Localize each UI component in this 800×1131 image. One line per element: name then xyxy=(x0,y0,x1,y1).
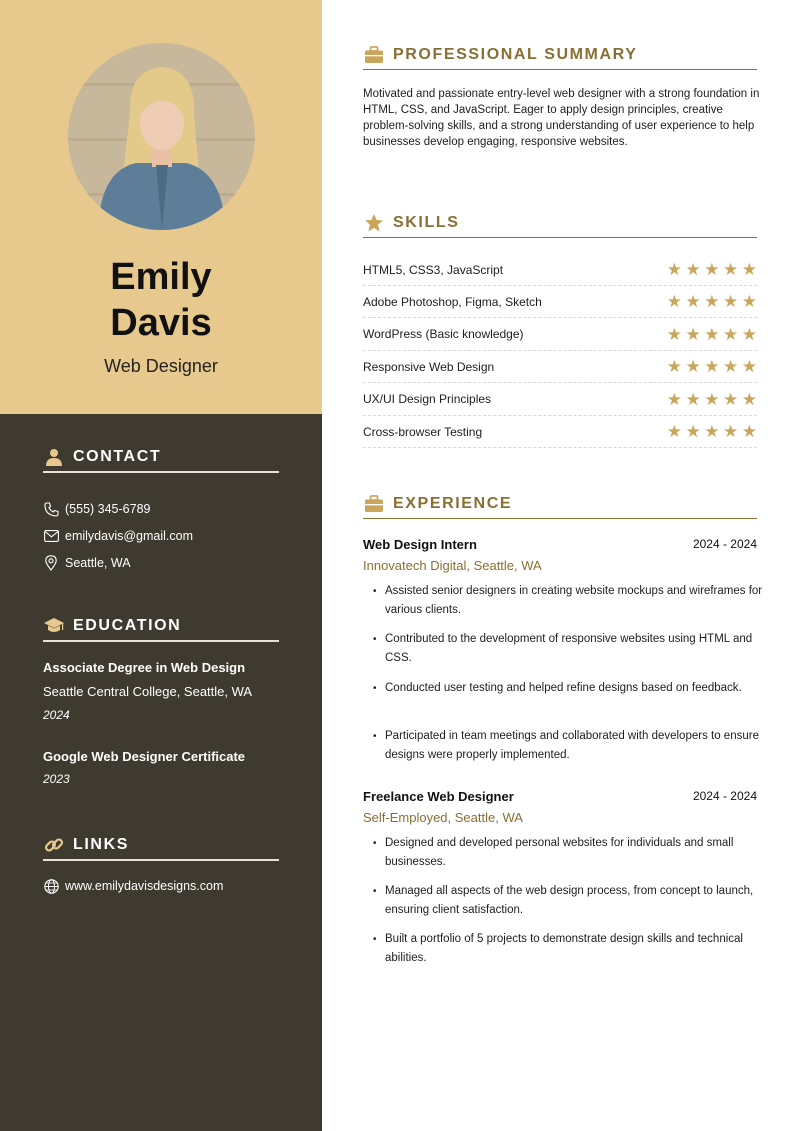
job-bullet: • Built a portfolio of 5 projects to demonstrate design skills and technical abilities. xyxy=(373,930,768,968)
star-icon: ★ xyxy=(741,260,757,279)
star-icon: ★ xyxy=(723,422,739,441)
education-certificate-title: Google Web Designer Certificate xyxy=(43,749,246,764)
star-icon: ★ xyxy=(741,422,757,441)
job-date: 2024 - 2024 xyxy=(692,537,757,551)
skill-rating xyxy=(663,326,757,343)
star-icon: ★ xyxy=(685,389,701,409)
sidebar xyxy=(0,0,322,1131)
summary-heading xyxy=(363,40,757,70)
skill-rating xyxy=(663,423,757,440)
star-icon: ★ xyxy=(741,292,757,312)
star-icon: ★ xyxy=(723,260,739,279)
star-icon: ★ xyxy=(685,422,701,441)
star-icon: ★ xyxy=(723,389,739,409)
skill-rating xyxy=(663,293,757,310)
star-icon: ★ xyxy=(704,324,720,344)
briefcase-icon xyxy=(363,44,385,66)
person-icon xyxy=(43,446,65,468)
skill-row xyxy=(363,384,757,416)
website-link[interactable] xyxy=(43,878,223,894)
job-role: Web Designer xyxy=(104,356,218,376)
skill-row xyxy=(363,254,757,286)
contact-location xyxy=(43,555,131,571)
star-icon: ★ xyxy=(685,260,701,279)
mail-icon xyxy=(43,528,59,544)
location-pin-icon xyxy=(43,555,59,571)
star-icon: ★ xyxy=(723,357,739,377)
links-heading-label: LINKS xyxy=(73,836,129,853)
star-icon: ★ xyxy=(666,292,682,312)
star-icon: ★ xyxy=(741,324,757,344)
last-name: Davis xyxy=(110,302,212,344)
job-bullet: • Assisted senior designers in creating website mockups and wireframes for various clients. xyxy=(373,582,768,620)
job-bullet: • Contributed to the development of responsive websites using HTML and CSS. xyxy=(373,630,768,668)
job-company: Self-Employed, Seattle, WA xyxy=(363,810,523,825)
experience-heading xyxy=(363,489,757,519)
skill-row xyxy=(363,416,757,448)
star-icon: ★ xyxy=(704,389,720,409)
job-bullet: • Conducted user testing and helped refine designs based on feedback. xyxy=(373,679,768,698)
job-date: 2024 - 2024 xyxy=(692,789,757,803)
phone-icon xyxy=(43,501,59,517)
experience-heading-label: EXPERIENCE xyxy=(393,494,513,512)
contact-location-text: Seattle, WA xyxy=(65,556,131,570)
graduation-cap-icon xyxy=(43,615,65,637)
star-icon: ★ xyxy=(723,292,739,312)
skill-label: UX/UI Design Principles xyxy=(363,392,492,407)
education-degree-year: 2024 xyxy=(43,708,70,722)
skill-label: Cross-browser Testing xyxy=(363,424,483,439)
education-degree-school: Seattle Central College, Seattle, WA xyxy=(43,684,253,699)
job-title: Freelance Web Designer xyxy=(363,789,514,804)
education-heading xyxy=(43,612,279,642)
website-link-text: www.emilydavisdesigns.com xyxy=(65,879,224,893)
job-bullet: • Designed and developed personal websites for individuals and small businesses. xyxy=(373,834,768,872)
education-certificate-year: 2023 xyxy=(43,772,70,786)
first-name: Emily xyxy=(110,256,212,298)
avatar xyxy=(68,43,255,230)
star-icon: ★ xyxy=(685,357,701,377)
star-icon: ★ xyxy=(723,324,739,344)
star-icon: ★ xyxy=(704,292,720,312)
contact-email-text: emilydavis@gmail.com xyxy=(65,529,193,543)
skill-row xyxy=(363,351,757,383)
summary-heading-label: PROFESSIONAL SUMMARY xyxy=(393,45,638,63)
skills-heading-label: SKILLS xyxy=(393,213,460,231)
job-company: Innovatech Digital, Seattle, WA xyxy=(363,558,542,573)
star-icon xyxy=(363,212,385,234)
job-title: Web Design Intern xyxy=(363,537,477,552)
skill-label: WordPress (Basic knowledge) xyxy=(363,327,524,342)
skill-rating xyxy=(663,358,757,375)
contact-email[interactable] xyxy=(43,528,193,544)
briefcase-icon xyxy=(363,493,385,515)
skill-label: Responsive Web Design xyxy=(363,359,495,374)
links-heading xyxy=(43,831,279,861)
contact-heading xyxy=(43,443,279,473)
contact-phone[interactable] xyxy=(43,501,150,517)
star-icon: ★ xyxy=(704,260,720,279)
star-icon: ★ xyxy=(704,422,720,441)
skill-label: HTML5, CSS3, JavaScript xyxy=(363,262,504,277)
skills-heading xyxy=(363,208,757,238)
skill-row xyxy=(363,286,757,318)
skill-label: Adobe Photoshop, Figma, Sketch xyxy=(363,294,542,309)
skill-rating xyxy=(663,391,757,408)
star-icon: ★ xyxy=(666,357,682,377)
star-icon: ★ xyxy=(741,389,757,409)
skill-rating xyxy=(663,261,757,278)
job-bullet: • Participated in team meetings and collaborated with developers to ensure designs were properly implemented. xyxy=(373,727,768,765)
education-degree-title: Associate Degree in Web Design xyxy=(43,660,246,675)
globe-icon xyxy=(43,878,59,894)
star-icon: ★ xyxy=(685,324,701,344)
summary-text: Motivated and passionate entry-level web designer with a strong foundation in HTML, CSS, and JavaScript. Eager to apply design principles, creative problem-solving skills, and a strong understanding of user experience to help businesses develop engaging, responsive websites. xyxy=(363,88,760,148)
link-icon xyxy=(43,834,65,856)
contact-heading-label: CONTACT xyxy=(73,448,162,465)
star-icon: ★ xyxy=(685,292,701,312)
star-icon: ★ xyxy=(666,324,682,344)
star-icon: ★ xyxy=(666,389,682,409)
contact-phone-text: (555) 345-6789 xyxy=(65,502,151,516)
job-bullet: • Managed all aspects of the web design process, from concept to launch, ensuring client satisfaction. xyxy=(373,882,768,920)
star-icon: ★ xyxy=(704,357,720,377)
star-icon: ★ xyxy=(666,422,682,441)
star-icon: ★ xyxy=(741,357,757,377)
education-heading-label: EDUCATION xyxy=(73,617,182,634)
star-icon: ★ xyxy=(666,260,682,279)
skill-row xyxy=(363,319,757,351)
